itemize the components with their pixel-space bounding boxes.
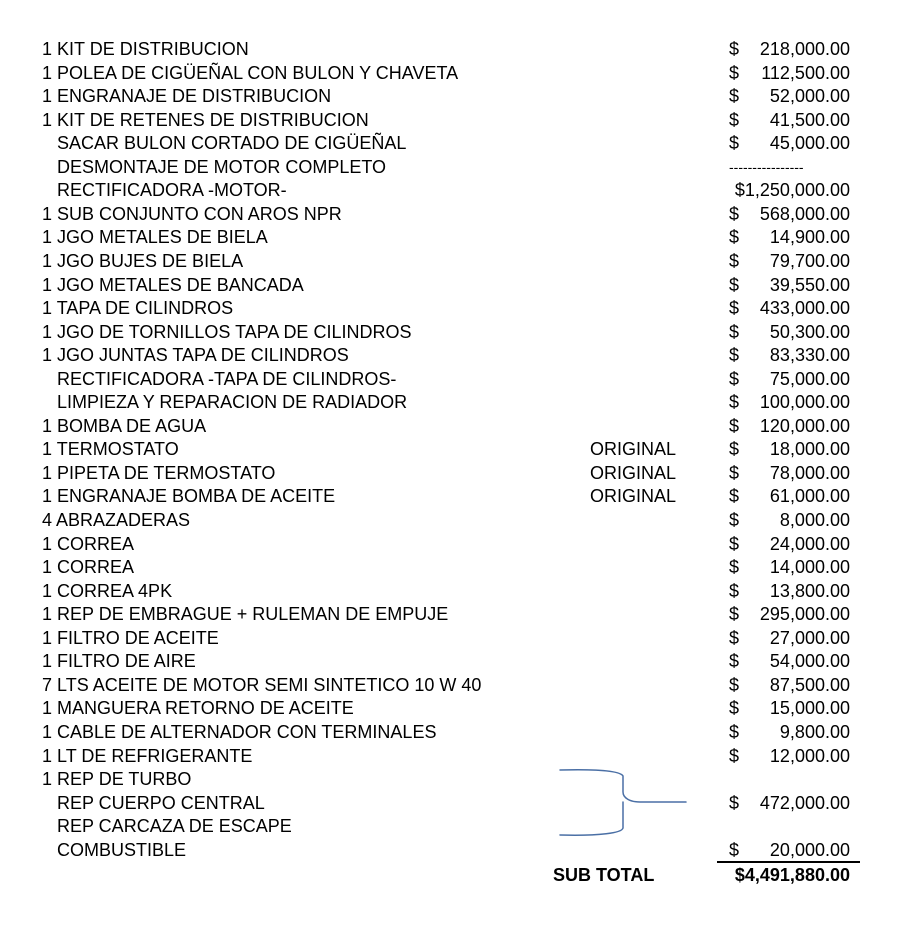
- item-currency: $: [729, 580, 740, 601]
- item-description-text: POLEA DE CIGÜEÑAL CON BULON Y CHAVETA: [57, 62, 459, 83]
- item-currency: $: [729, 368, 740, 389]
- item-quantity: 1: [42, 321, 53, 342]
- item-currency: $: [729, 651, 740, 672]
- item-description-text: KIT DE RETENES DE DISTRIBUCION: [57, 109, 369, 130]
- item-currency: $: [729, 109, 740, 130]
- item-currency: $: [729, 486, 740, 507]
- item-note: ORIGINAL: [590, 439, 677, 460]
- item-note: ORIGINAL: [590, 486, 677, 507]
- item-description-text: JGO BUJES DE BIELA: [57, 250, 244, 271]
- item-currency: $: [729, 745, 740, 766]
- item-description-text: PIPETA DE TERMOSTATO: [57, 462, 276, 483]
- item-amount: 87,500.00: [769, 674, 850, 695]
- item-currency: $: [729, 698, 740, 719]
- item-description: DESMONTAJE DE MOTOR COMPLETO: [57, 156, 387, 177]
- item-amount: 120,000.00: [759, 415, 850, 436]
- item-quantity: 4: [42, 510, 53, 530]
- item-description-text: KIT DE DISTRIBUCION: [57, 39, 249, 59]
- item-quantity: 1: [42, 62, 53, 83]
- item-amount: 15,000.00: [769, 698, 850, 719]
- item-description-text: JGO METALES DE BANCADA: [57, 274, 304, 295]
- item-description-text: REP DE EMBRAGUE + RULEMAN DE EMPUJE: [57, 604, 449, 625]
- item-quantity: 1: [42, 415, 53, 436]
- item-currency: $: [729, 203, 740, 224]
- item-currency: $: [729, 557, 740, 578]
- item-quantity: 1: [42, 557, 53, 578]
- item-quantity: 1: [42, 651, 53, 672]
- item-amount-placeholder: ----------------: [729, 158, 804, 175]
- item-currency: $: [729, 604, 740, 625]
- item-amount: 14,900.00: [769, 227, 850, 248]
- subtotal-amount: $4,491,880.00: [734, 865, 850, 885]
- item-currency: $: [729, 510, 740, 530]
- item-description-text: REP DE TURBO: [57, 769, 192, 790]
- item-currency: $: [729, 39, 740, 59]
- item-amount: 12,000.00: [769, 745, 850, 766]
- item-currency: $: [729, 415, 740, 436]
- item-amount: 18,000.00: [769, 439, 850, 460]
- item-currency: $: [729, 62, 740, 83]
- item-currency: $: [729, 227, 740, 248]
- item-description-text: JGO METALES DE BIELA: [57, 227, 268, 248]
- item-amount: 14,000.00: [769, 557, 850, 578]
- item-description: REP CUERPO CENTRAL: [57, 792, 265, 813]
- item-quantity: 1: [42, 439, 53, 460]
- item-quantity: 1: [42, 486, 53, 507]
- item-amount: 83,330.00: [769, 345, 850, 366]
- item-currency: $: [729, 86, 740, 107]
- item-quantity: 1: [42, 39, 53, 59]
- item-description-text: JGO DE TORNILLOS TAPA DE CILINDROS: [57, 321, 412, 342]
- item-currency: $: [729, 392, 740, 413]
- item-description-text: ABRAZADERAS: [56, 510, 191, 530]
- item-amount: 472,000.00: [759, 792, 850, 813]
- item-quantity: 1: [42, 769, 53, 790]
- item-currency: $: [729, 462, 740, 483]
- item-amount: 39,550.00: [769, 274, 850, 295]
- item-currency: $: [729, 792, 740, 813]
- item-quantity: 7: [42, 674, 53, 695]
- item-quantity: 1: [42, 227, 53, 248]
- item-description-text: CORREA: [57, 557, 135, 578]
- item-amount: 41,500.00: [769, 109, 850, 130]
- item-currency: $: [729, 439, 740, 460]
- item-description-text: FILTRO DE ACEITE: [57, 627, 219, 648]
- item-description: COMBUSTIBLE: [57, 839, 187, 860]
- item-currency: $: [729, 533, 740, 554]
- item-currency: $: [729, 627, 740, 648]
- item-description-text: CORREA: [57, 533, 135, 554]
- item-amount: 52,000.00: [769, 86, 850, 107]
- item-amount: 45,000.00: [769, 133, 850, 154]
- item-amount: 112,500.00: [761, 62, 850, 83]
- item-description: SACAR BULON CORTADO DE CIGÜEÑAL: [57, 133, 407, 154]
- item-quantity: 1: [42, 533, 53, 554]
- item-description-text: LT DE REFRIGERANTE: [57, 745, 253, 766]
- item-amount: 79,700.00: [769, 250, 850, 271]
- item-description-text: ENGRANAJE BOMBA DE ACEITE: [57, 486, 336, 507]
- item-amount: 75,000.00: [769, 368, 850, 389]
- item-description-text: CORREA 4PK: [57, 580, 173, 601]
- item-quantity: 1: [42, 698, 53, 719]
- item-quantity: 1: [42, 604, 53, 625]
- item-amount: 13,800.00: [769, 580, 850, 601]
- item-currency: $: [729, 298, 740, 319]
- item-quantity: 1: [42, 86, 53, 107]
- item-currency: $: [729, 133, 740, 154]
- item-amount: 61,000.00: [769, 486, 850, 507]
- item-description: REP CARCAZA DE ESCAPE: [57, 816, 292, 837]
- item-description-text: CABLE DE ALTERNADOR CON TERMINALES: [57, 721, 437, 742]
- item-amount: 54,000.00: [769, 651, 850, 672]
- item-amount: 24,000.00: [769, 533, 850, 554]
- item-quantity: 1: [42, 109, 53, 130]
- item-amount: 27,000.00: [769, 627, 850, 648]
- item-quantity: 1: [42, 274, 53, 295]
- item-currency: $: [729, 674, 740, 695]
- item-description-text: SUB CONJUNTO CON AROS NPR: [57, 203, 342, 224]
- item-description-text: JGO JUNTAS TAPA DE CILINDROS: [57, 345, 349, 366]
- item-quantity: 1: [42, 721, 53, 742]
- item-amount: 295,000.00: [759, 604, 850, 625]
- item-currency: $: [729, 839, 740, 860]
- item-amount: 20,000.00: [769, 839, 850, 860]
- item-quantity: 1: [42, 298, 53, 319]
- item-quantity: 1: [42, 462, 53, 483]
- item-description-text: LTS ACEITE DE MOTOR SEMI SINTETICO 10 W 40: [57, 674, 482, 695]
- item-note: ORIGINAL: [590, 462, 677, 483]
- item-currency: $: [729, 721, 740, 742]
- item-description: RECTIFICADORA -MOTOR-: [57, 180, 287, 201]
- item-description-text: MANGUERA RETORNO DE ACEITE: [57, 698, 354, 719]
- item-currency: $: [729, 274, 740, 295]
- item-quantity: 1: [42, 580, 53, 601]
- item-description-text: BOMBA DE AGUA: [57, 415, 207, 436]
- item-description-text: FILTRO DE AIRE: [57, 651, 196, 672]
- item-quantity: 1: [42, 627, 53, 648]
- item-amount: 218,000.00: [759, 39, 850, 59]
- subtotal-label: SUB TOTAL: [553, 865, 655, 885]
- item-description: RECTIFICADORA -TAPA DE CILINDROS-: [57, 368, 397, 389]
- item-amount: 8,000.00: [779, 510, 850, 530]
- item-currency: $: [729, 321, 740, 342]
- handwritten-brace: [560, 770, 686, 835]
- item-amount: 50,300.00: [769, 321, 850, 342]
- item-quantity: 1: [42, 250, 53, 271]
- item-currency: $: [729, 250, 740, 271]
- item-amount: 433,000.00: [759, 298, 850, 319]
- item-amount: $1,250,000.00: [734, 180, 850, 201]
- item-description-text: TAPA DE CILINDROS: [56, 298, 234, 319]
- item-amount: 568,000.00: [759, 203, 850, 224]
- item-amount: 100,000.00: [759, 392, 850, 413]
- item-quantity: 1: [42, 203, 53, 224]
- item-description-text: TERMOSTATO: [56, 439, 179, 460]
- item-description-text: ENGRANAJE DE DISTRIBUCION: [57, 86, 332, 107]
- item-amount: 9,800.00: [779, 721, 850, 742]
- item-description: LIMPIEZA Y REPARACION DE RADIADOR: [57, 392, 408, 413]
- item-amount: 78,000.00: [769, 462, 850, 483]
- item-quantity: 1: [42, 745, 53, 766]
- item-currency: $: [729, 345, 740, 366]
- item-quantity: 1: [42, 345, 53, 366]
